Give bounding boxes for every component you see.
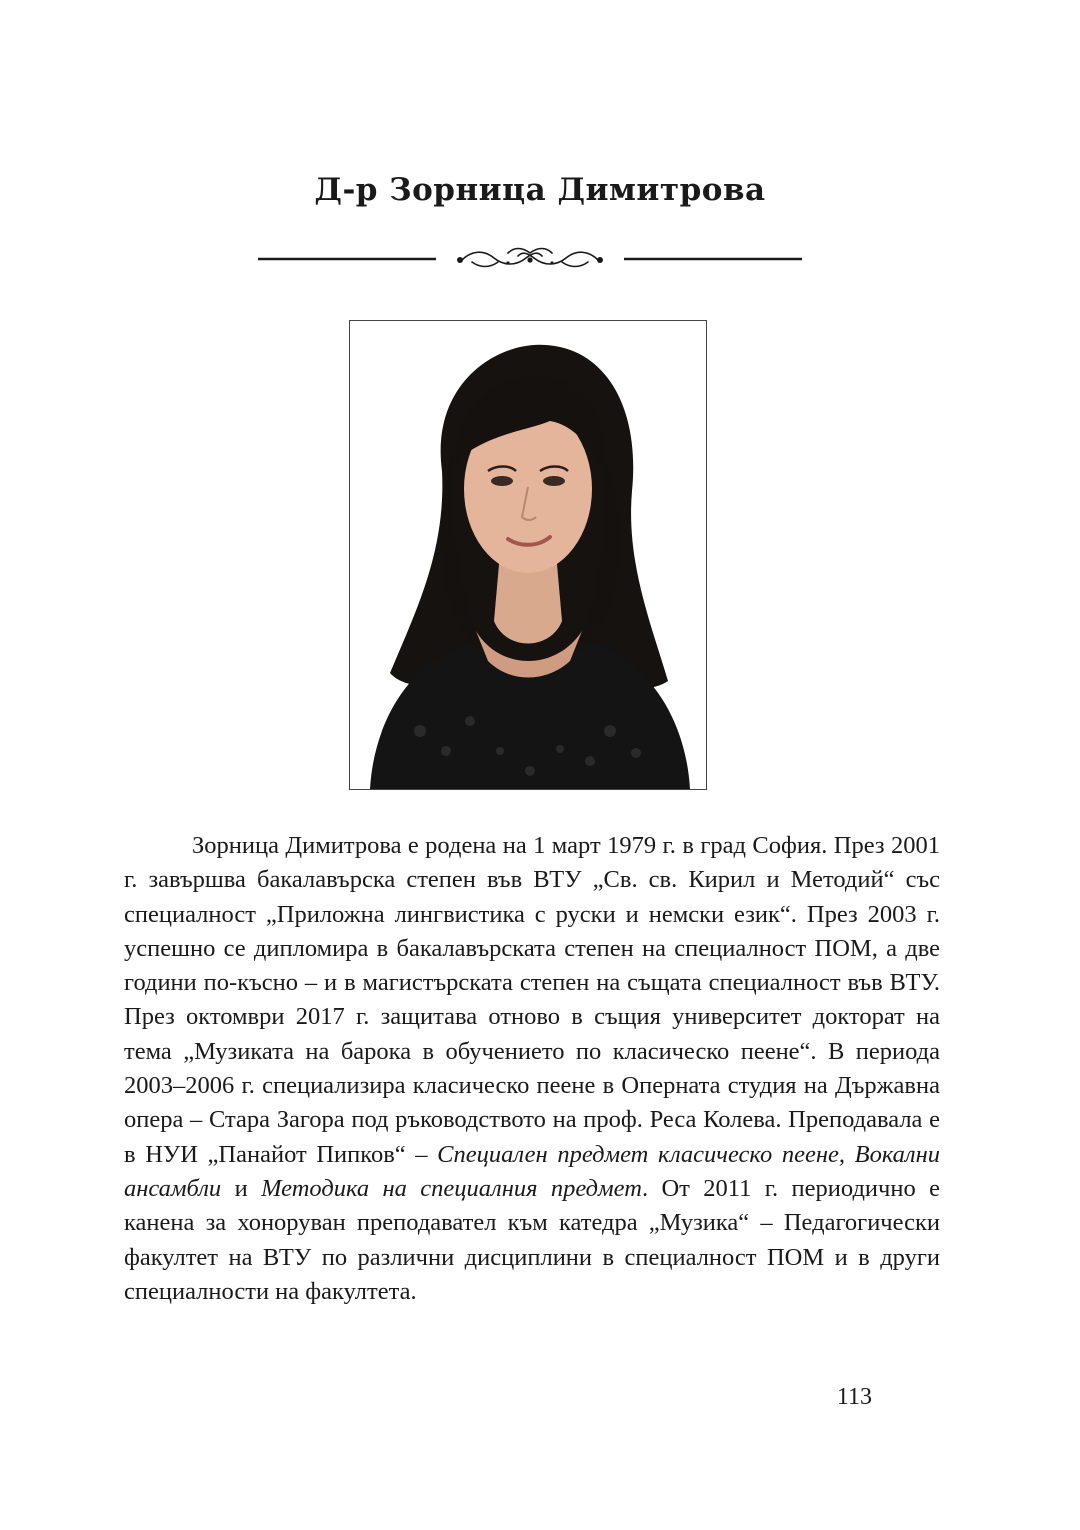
conjunction: и [221, 1174, 262, 1202]
woman-portrait-icon [350, 321, 706, 789]
course-name-methodology: Методика на специалния предмет [261, 1174, 642, 1202]
page-title: Д-р Зорница Димитрова [314, 172, 766, 208]
biography-text-part-1: Зорница Димитрова е родена на 1 март 1979 г. в град София. През 2001 г. завършва бакалавърска степен във ВТУ „Св. св. Кирил и Методий“ със специалност „Приложна лингвистика с руски и немски език“. През 2003 г. успешно се дипломира в бакалавърската степен на специалност ПОМ, а две години по-късно – и в магистърската степен на същата специалност във ВТУ. През октомври 2017 г. защитава отново в същия университет докторат на тема „Музиката на барока в обучението по класическо пеене“. В периода 2003–2006 г. специализира класическо пеене в Оперната студия на Държавна опера – Стара Загора под ръководството на проф. Реса Колева. Преподавала е в НУИ „Панайот Пипков“ – [124, 832, 940, 1168]
page-number: 113 [836, 1384, 872, 1410]
biography-text-part-2: . От 2011 г. периодично е канена за хоноруван преподавател към катедра „Музика“ – Педагогически факултет на ВТУ по различни дисциплини в специалност ПОМ и в други специалности на факултета. [124, 1174, 940, 1305]
biography-paragraph [124, 829, 940, 1309]
title-divider [258, 244, 802, 274]
portrait-photo [349, 320, 707, 790]
course-names: Специален предмет класическо пеене, Вокални ансамбли [124, 1140, 941, 1202]
ornamental-flourish-icon [258, 244, 802, 274]
